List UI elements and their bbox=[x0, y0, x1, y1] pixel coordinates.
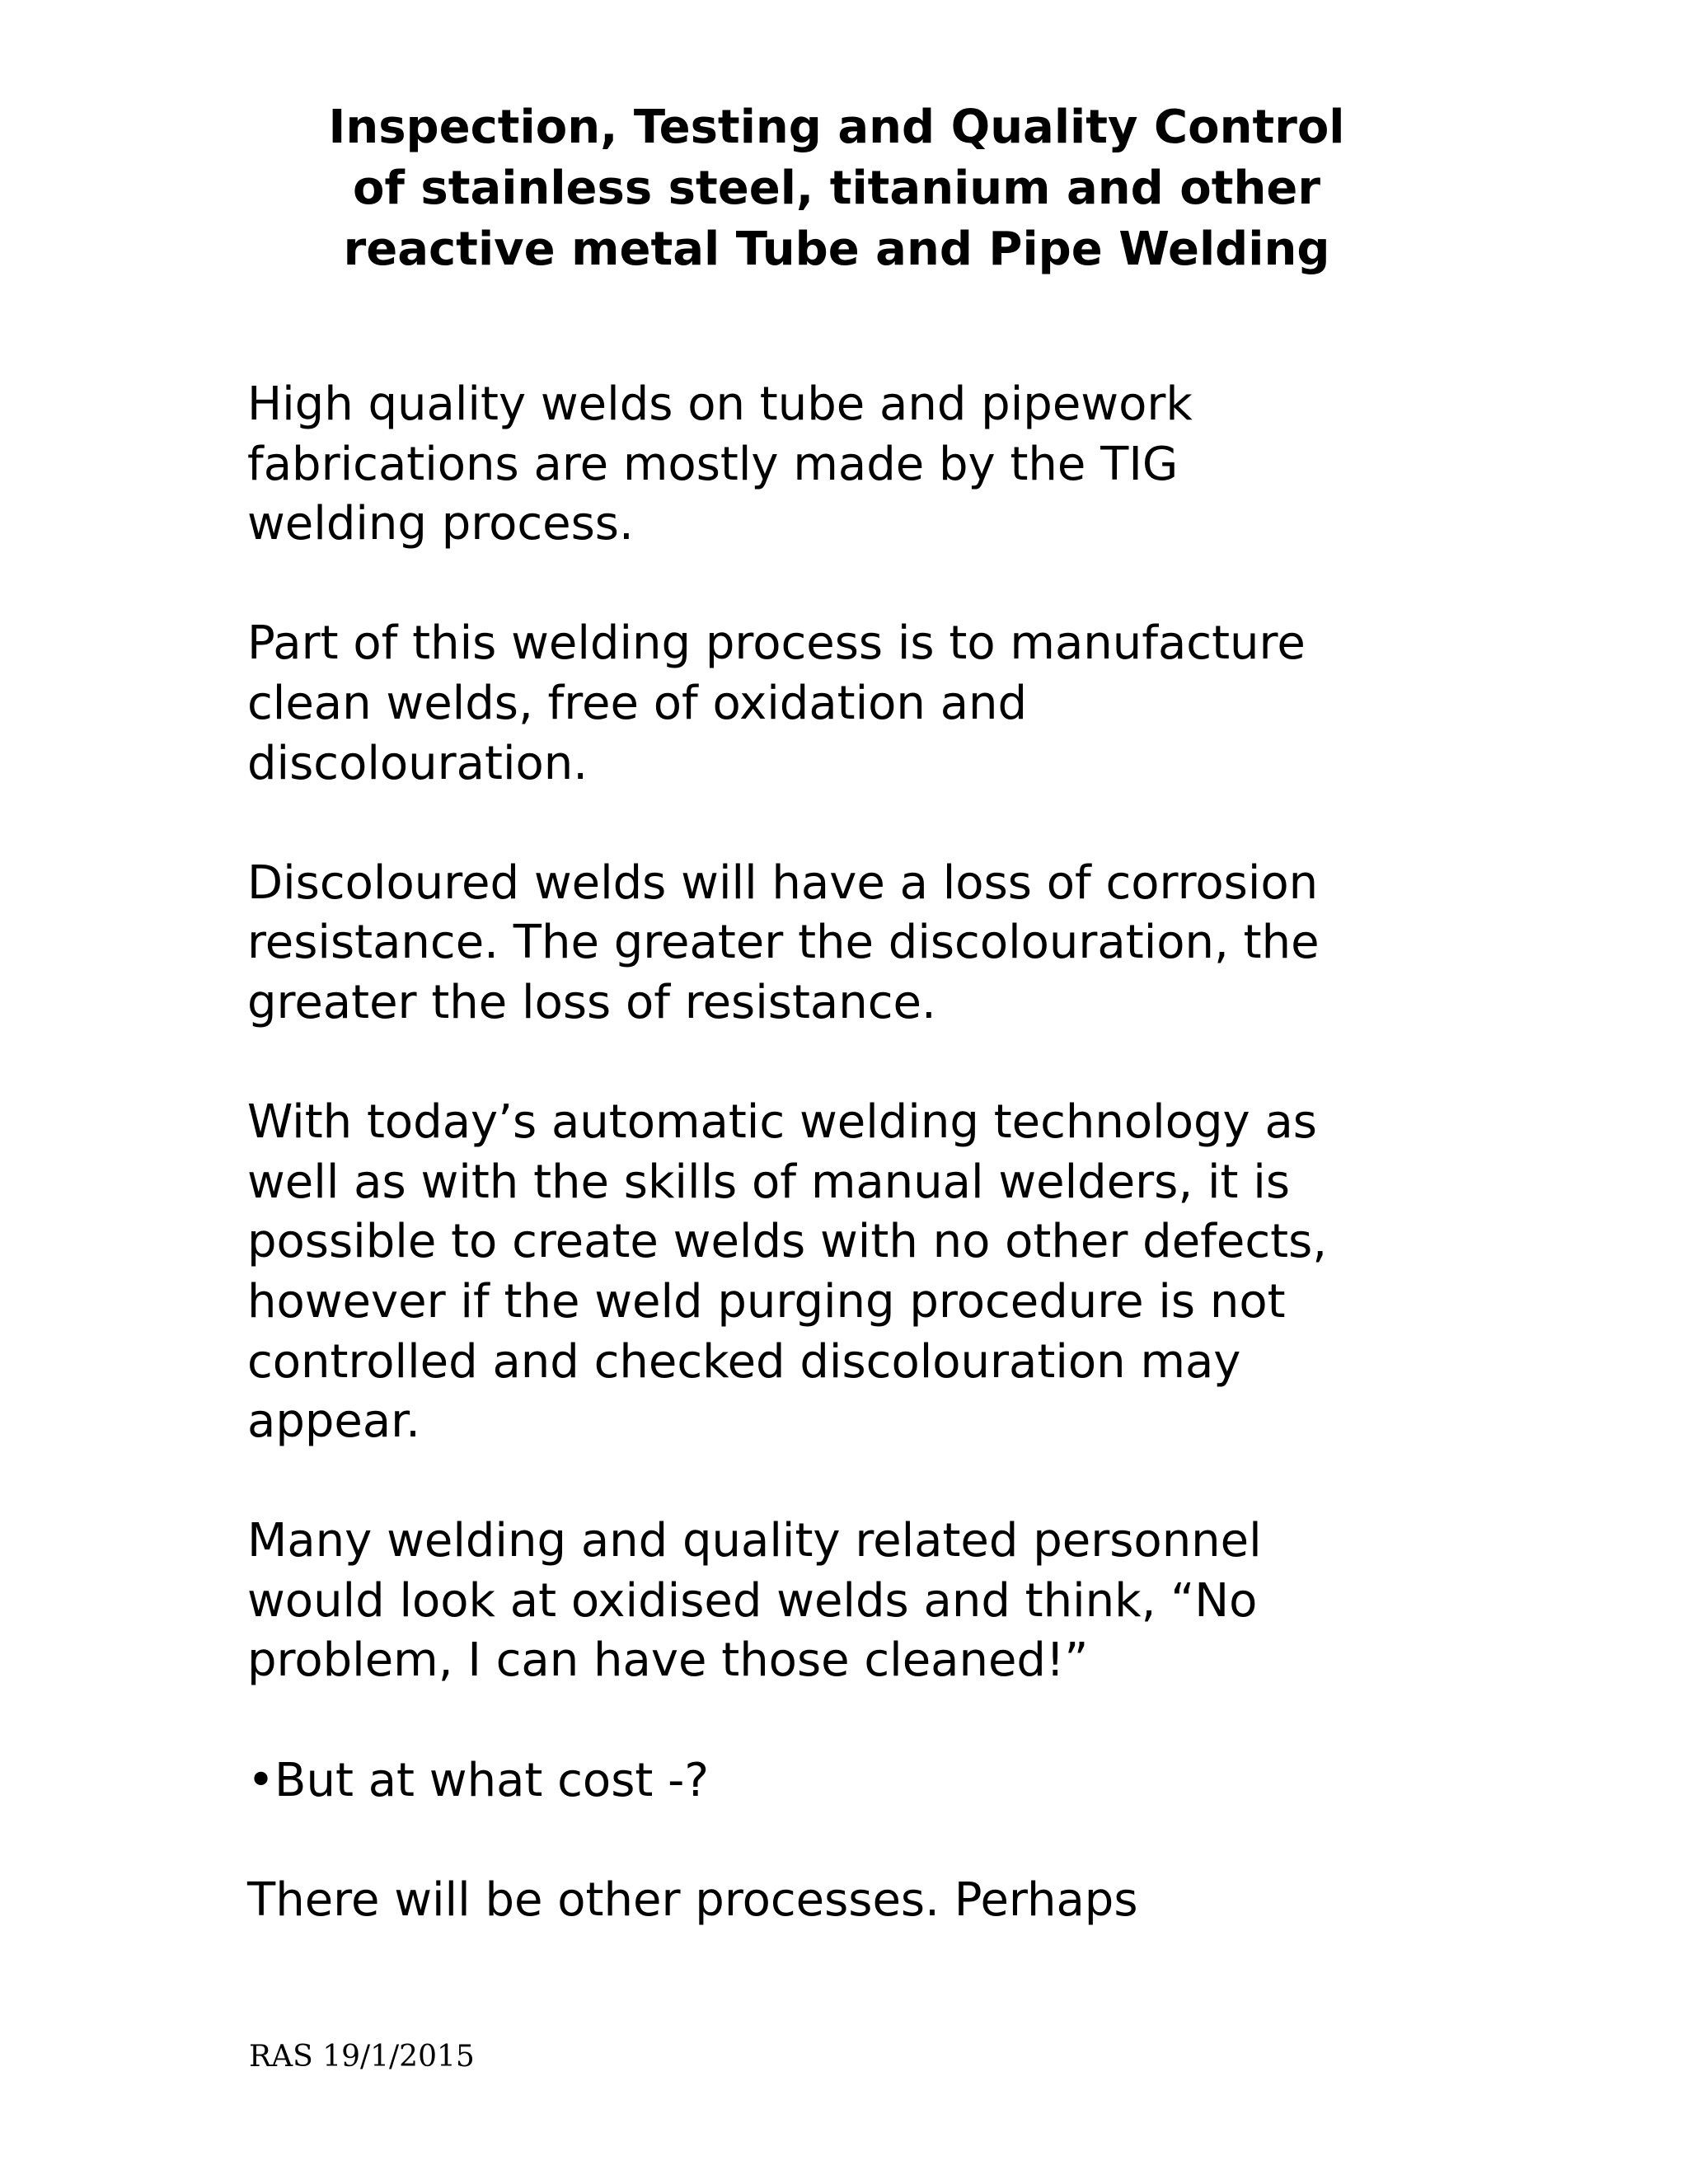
text-line: There will be other processes. Perhaps bbox=[247, 1872, 1138, 1927]
title-line: reactive metal Tube and Pipe Welding bbox=[343, 223, 1330, 276]
text-line: With today’s automatic welding technology as bbox=[247, 1095, 1317, 1150]
text-line: possible to create welds with no other defects, bbox=[247, 1215, 1328, 1269]
text-line: however if the weld purging procedure is not bbox=[247, 1274, 1286, 1329]
paragraph-oxidised-welds bbox=[247, 1511, 1451, 1691]
text-line: controlled and checked discolouration may bbox=[247, 1334, 1241, 1389]
text-line: appear. bbox=[247, 1394, 420, 1449]
text-line: Discoloured welds will have a loss of corrosion bbox=[247, 855, 1319, 910]
bullet-cost-question bbox=[247, 1751, 1451, 1811]
text-line: well as with the skills of manual welders, it is bbox=[247, 1155, 1291, 1209]
paragraph-corrosion-resistance bbox=[247, 854, 1451, 1033]
title-line: of stainless steel, titanium and other bbox=[353, 162, 1320, 215]
text-line: welding process. bbox=[247, 497, 634, 551]
text-line: problem, I can have those cleaned!” bbox=[247, 1633, 1089, 1688]
text-line: greater the loss of resistance. bbox=[247, 975, 936, 1029]
paragraph-other-processes bbox=[247, 1871, 1451, 1931]
text-line: High quality welds on tube and pipework bbox=[247, 377, 1193, 431]
paragraph-tig-process bbox=[247, 375, 1451, 555]
text-line: clean welds, free of oxidation and bbox=[247, 676, 1028, 730]
paragraph-welding-technology bbox=[247, 1093, 1451, 1452]
page-footer: RAS 19/1/2015 bbox=[249, 2040, 475, 2074]
text-line: discolouration. bbox=[247, 736, 588, 790]
text-line: Part of this welding process is to manufacture bbox=[247, 616, 1306, 671]
text-line: •But at what cost -? bbox=[247, 1753, 710, 1807]
title-line: Inspection, Testing and Quality Control bbox=[328, 101, 1345, 154]
paragraph-clean-welds bbox=[247, 614, 1451, 794]
document-title bbox=[247, 97, 1426, 280]
text-line: Many welding and quality related personnel bbox=[247, 1514, 1262, 1568]
document-body bbox=[247, 375, 1451, 1990]
text-line: resistance. The greater the discolouration, the bbox=[247, 916, 1320, 970]
text-line: fabrications are mostly made by the TIG bbox=[247, 437, 1179, 491]
text-line: would look at oxidised welds and think, “No bbox=[247, 1573, 1258, 1628]
